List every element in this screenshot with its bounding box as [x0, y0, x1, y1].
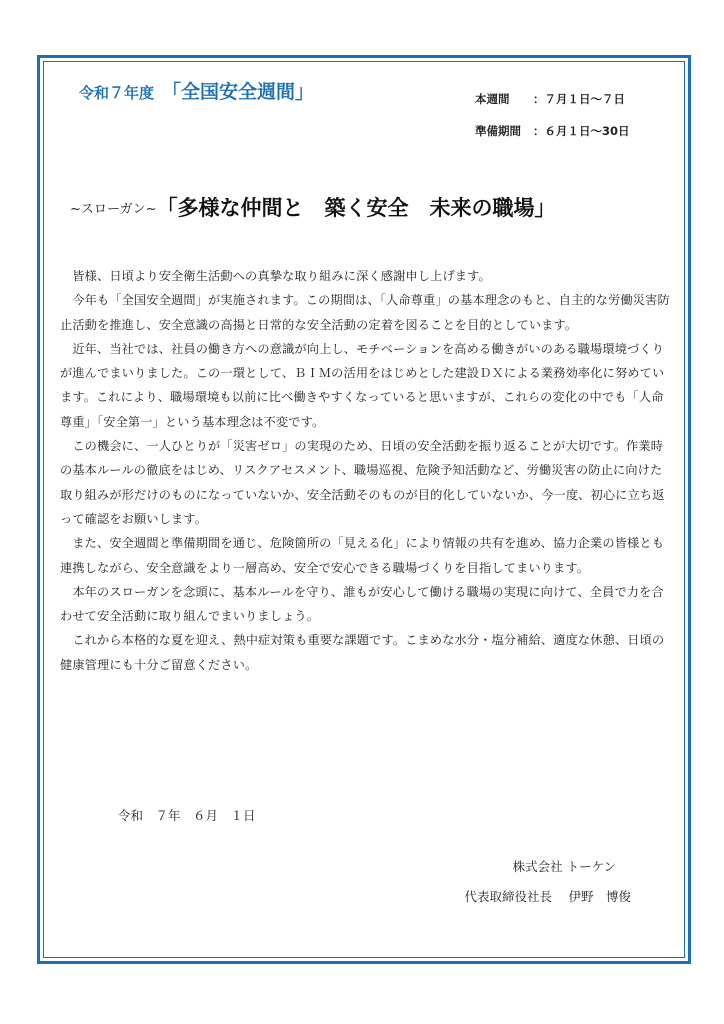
page-title — [79, 80, 314, 105]
company-name: 株式会社 トーケン — [512, 859, 616, 874]
main-period-label: 本週間 — [475, 92, 510, 106]
paragraph: この機会に、一人ひとりが「災害ゼロ」の実現のため、日頃の安全活動を振り返ることが大切です。作業時の基本ルールの徹底をはじめ、リスクアセスメント、職場巡視、危険予知活動など、労働災害の防止に向けた取り組みが形だけのものになっていないか、安全活動そのものが目的化していないか、今一度、初心に立ち返って確認をお願いします。 — [60, 439, 665, 526]
title-text: 全国安全週間 — [181, 81, 296, 103]
title-close-bracket: 」 — [295, 81, 315, 103]
prep-period — [475, 123, 630, 139]
paragraph: 近年、当社では、社員の働き方への意識が向上し、モチベーションを高める働きがいのある職場環境づくりが進んでまいりました。この一環として、ＢＩＭの活用をはじめとした建設ＤＸによる業務効率化に努めています。これにより、職場環境も以前に比べ働きやすくなっていると思いますが、これらの変化の中でも「人命尊重」「安全第一」という基本理念は不変です。 — [60, 341, 665, 429]
slogan-text: 「多様な仲間と 築く安全 未来の職場」 — [156, 196, 556, 220]
paragraph: 皆様、日頃より安全衛生活動への真摯な取り組みに深く感謝申し上げます。 — [60, 269, 491, 283]
main-period-value: ：７月１日～７日 — [533, 92, 625, 106]
letter-body — [60, 264, 672, 677]
representative-name: 代表取締役社長 伊野 博俊 — [464, 889, 631, 904]
paragraph: 本年のスローガンを念頭に、基本ルールを守り、誰もが安心して働ける職場の実現に向けて、全員で力を合わせて安全活動に取り組んでまいりましょう。 — [60, 584, 664, 624]
title-open-bracket: 「 — [162, 81, 182, 103]
slogan — [70, 190, 556, 228]
main-period — [475, 91, 625, 107]
paragraph: 今年も「全国安全週間」が実施されます。この期間は、「人命尊重」の基本理念のもと、自主的な労働災害防止活動を推進し、安全意識の高揚と日常的な安全活動の定着を図ることを目的としています。 — [60, 293, 670, 332]
paragraph: これから本格的な夏を迎え、熱中症対策も重要な課題です。こまめな水分・塩分補給、適度な休憩、日頃の健康管理にも十分ご留意ください。 — [60, 633, 665, 672]
title-year: 令和７年度 — [79, 84, 155, 102]
prep-period-label: 準備期間 — [475, 124, 521, 138]
issue-date: 令和 ７年 ６月 １日 — [118, 808, 256, 823]
slogan-prefix: ~スローガン~ — [70, 202, 157, 217]
prep-period-value: ：６月１日～30日 — [533, 124, 630, 138]
paragraph: また、安全週間と準備期間を通じ、危険箇所の「見える化」により情報の共有を進め、協力企業の皆様とも連携しながら、安全意識をより一層高め、安全で安心できる職場づくりを目指してまいります。 — [60, 536, 665, 575]
